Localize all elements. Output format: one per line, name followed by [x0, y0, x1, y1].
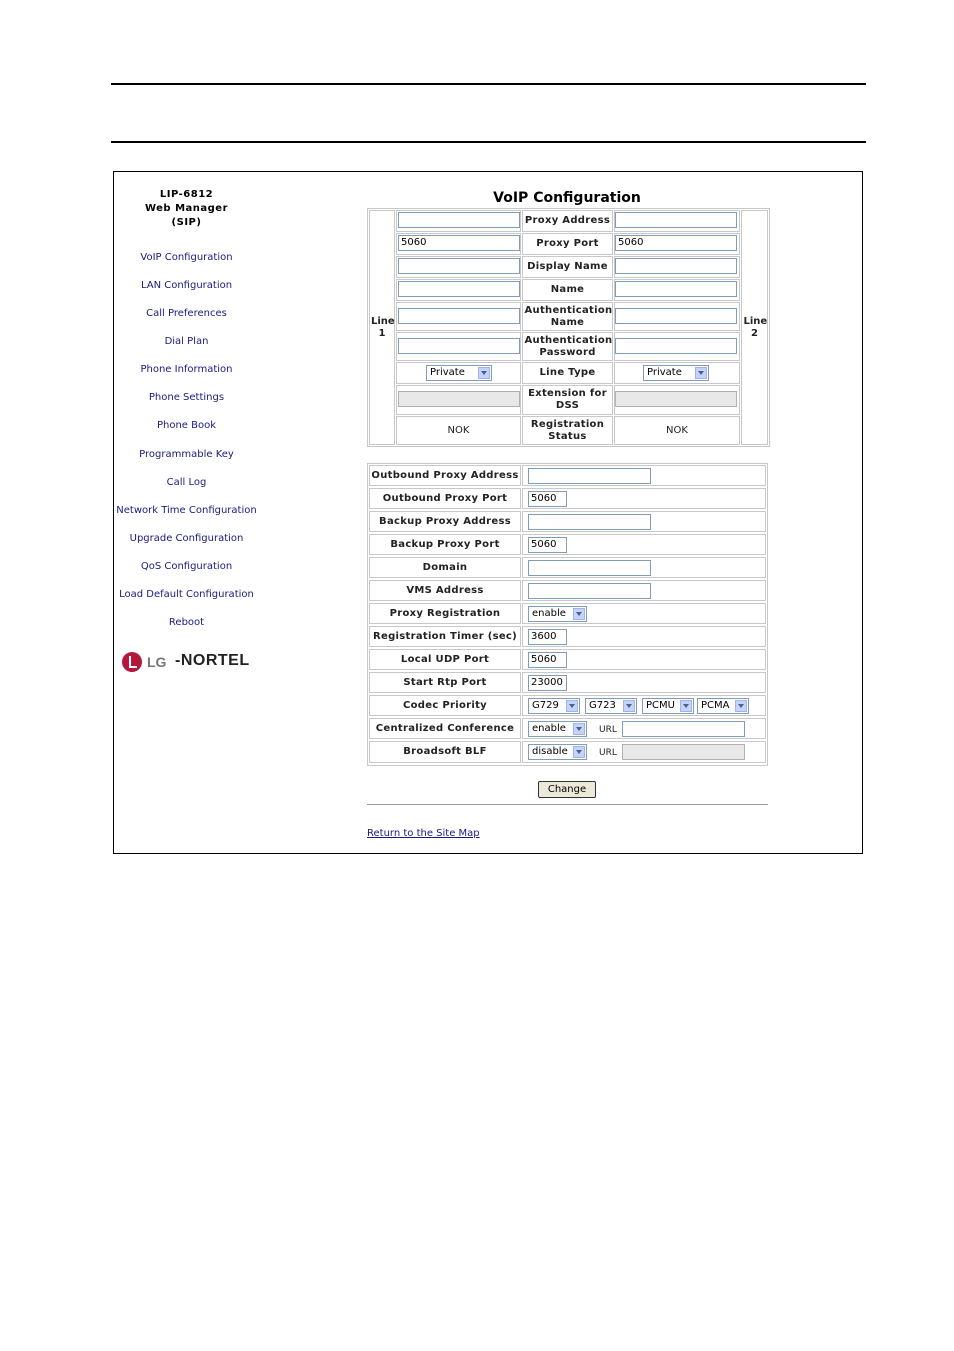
proxy-registration-label-cell [369, 603, 521, 624]
backup-proxy-address-label-cell [369, 511, 521, 532]
chevron-down-icon[interactable] [695, 367, 707, 379]
auth-name-label: Authentication Name [524, 304, 613, 328]
sidebar-item-load-default-configuration[interactable]: Load Default Configuration [119, 589, 254, 600]
logo-lg-text: LG [147, 654, 167, 670]
chevron-down-icon[interactable] [735, 700, 747, 712]
sidebar-item-call-preferences[interactable]: Call Preferences [146, 308, 227, 319]
auth-password-label: Authentication Password [524, 334, 613, 358]
start-rtp-port-label: Start Rtp Port [403, 676, 487, 688]
proxy-address-label-cell [522, 210, 613, 232]
outbound-proxy-port-input[interactable]: 5060 [528, 491, 567, 507]
line1-registration-status-cell [396, 416, 521, 445]
vms-address-label-cell [369, 580, 521, 601]
sidebar-item-lan-configuration[interactable]: LAN Configuration [140, 280, 233, 291]
brand-title [114, 188, 259, 230]
line2-proxy-address-input[interactable] [615, 212, 737, 228]
local-udp-port-label: Local UDP Port [400, 653, 490, 665]
proxy-registration-label: Proxy Registration [389, 607, 501, 619]
chevron-down-icon[interactable] [623, 700, 635, 712]
change-button[interactable]: Change [538, 781, 596, 798]
registration-timer-label-cell [369, 626, 521, 647]
codec-priority-3-value: PCMU [646, 700, 675, 711]
codec-priority-3-select[interactable] [642, 698, 694, 714]
registration-status-label: Registration Status [530, 418, 605, 442]
vms-address-input[interactable] [528, 583, 651, 599]
lg-face-icon [122, 652, 142, 672]
line2-header [741, 210, 768, 445]
line2-line-type-select[interactable] [643, 365, 709, 381]
line2-registration-status-cell [614, 416, 740, 445]
name-label: Name [550, 284, 585, 295]
chevron-down-icon[interactable] [478, 367, 490, 379]
proxy-port-label-cell [522, 233, 613, 255]
local-udp-port-input[interactable]: 5060 [528, 652, 567, 668]
line1-proxy-address-input[interactable] [398, 212, 520, 228]
sidebar-item-network-time-configuration[interactable]: Network Time Configuration [116, 505, 257, 516]
brand-protocol: (SIP) [171, 217, 202, 228]
backup-proxy-address-input[interactable] [528, 514, 651, 530]
codec-priority-1-select[interactable] [528, 698, 580, 714]
line1-registration-status: NOK [447, 425, 470, 436]
registration-timer-label: Registration Timer (sec) [372, 630, 518, 642]
start-rtp-port-label-cell [369, 672, 521, 693]
proxy-registration-value: enable [532, 608, 566, 619]
centralized-conference-url-input[interactable] [622, 721, 745, 737]
line1-auth-name-input[interactable] [398, 308, 520, 324]
line2-line-type-value: Private [647, 367, 682, 378]
sidebar-item-phone-settings[interactable]: Phone Settings [148, 392, 225, 403]
line2-auth-password-input[interactable] [615, 338, 737, 354]
backup-proxy-port-input[interactable]: 5060 [528, 537, 567, 553]
codec-priority-1-value: G729 [532, 700, 559, 711]
registration-status-label-cell [522, 416, 613, 445]
display-name-label-cell [522, 256, 613, 278]
outbound-proxy-address-label-cell [369, 465, 521, 486]
codec-priority-2-select[interactable] [585, 698, 637, 714]
logo-nortel-text: -NORTEL [175, 652, 250, 669]
codec-priority-2-value: G723 [589, 700, 616, 711]
line2-auth-name-input[interactable] [615, 308, 737, 324]
line-type-label-cell [522, 362, 613, 384]
broadsoft-blf-label: Broadsoft BLF [403, 746, 487, 757]
line2-proxy-port-input[interactable]: 5060 [615, 235, 737, 251]
codec-priority-label-cell [369, 695, 521, 716]
local-udp-port-label-cell [369, 649, 521, 670]
lg-nortel-logo [122, 650, 252, 674]
line1-proxy-port-input[interactable]: 5060 [398, 235, 520, 251]
sidebar-item-call-log[interactable]: Call Log [166, 477, 207, 488]
start-rtp-port-input[interactable]: 23000 [528, 675, 567, 691]
top-rule [111, 83, 866, 85]
sidebar-item-reboot[interactable]: Reboot [168, 617, 205, 628]
line1-extension-dss-input [398, 391, 520, 407]
auth-password-label-cell [522, 332, 613, 361]
chevron-down-icon[interactable] [573, 608, 585, 620]
broadsoft-blf-value: disable [532, 746, 568, 757]
proxy-registration-select[interactable] [528, 606, 587, 622]
auth-name-label-cell [522, 302, 613, 331]
brand-model: LIP-6812 [159, 189, 214, 200]
broadsoft-blf-url-input [622, 744, 745, 760]
chevron-down-icon[interactable] [566, 700, 578, 712]
return-to-site-map-link[interactable]: Return to the Site Map [367, 828, 480, 839]
vms-address-label: VMS Address [406, 584, 484, 596]
line2-label: Line 2 [743, 315, 768, 339]
line-type-label: Line Type [539, 367, 596, 378]
broadsoft-blf-select[interactable] [528, 744, 587, 760]
proxy-port-label: Proxy Port [536, 238, 599, 249]
sidebar-item-phone-information[interactable]: Phone Information [140, 364, 233, 375]
name-label-cell [522, 279, 613, 301]
line1-header [369, 210, 395, 445]
backup-proxy-port-label-cell [369, 534, 521, 555]
broadsoft-blf-url-label: URL [599, 748, 617, 758]
domain-label-cell [369, 557, 521, 578]
line1-display-name-input[interactable] [398, 258, 520, 274]
line2-extension-dss-input [615, 391, 737, 407]
centralized-conference-select[interactable] [528, 721, 587, 737]
line1-line-type-value: Private [430, 367, 465, 378]
centralized-conference-label-cell [369, 718, 521, 739]
brand-product: Web Manager [144, 203, 229, 214]
chevron-down-icon[interactable] [573, 746, 585, 758]
centralized-conference-url-label: URL [599, 725, 617, 735]
outbound-proxy-port-label-cell [369, 488, 521, 509]
line2-registration-status: NOK [666, 425, 688, 436]
sidebar-item-phone-book[interactable]: Phone Book [156, 420, 217, 431]
registration-timer-input[interactable]: 3600 [528, 629, 567, 645]
sidebar-item-qos-configuration[interactable]: QoS Configuration [140, 561, 233, 572]
line1-auth-password-input[interactable] [398, 338, 520, 354]
sidebar-item-voip-configuration[interactable]: VoIP Configuration [140, 252, 233, 263]
codec-priority-4-select[interactable] [697, 698, 749, 714]
proxy-address-label: Proxy Address [524, 215, 611, 226]
outbound-proxy-address-label: Outbound Proxy Address [371, 469, 519, 481]
second-rule [111, 141, 866, 143]
backup-proxy-port-label: Backup Proxy Port [390, 538, 500, 550]
outbound-proxy-port-label: Outbound Proxy Port [382, 492, 508, 504]
page-title: VoIP Configuration [493, 190, 641, 206]
line2-display-name-input[interactable] [615, 258, 737, 274]
centralized-conference-label: Centralized Conference [375, 722, 515, 734]
domain-input[interactable] [528, 560, 651, 576]
codec-priority-4-value: PCMA [701, 700, 730, 711]
line1-label: Line 1 [371, 315, 395, 339]
divider [367, 804, 768, 805]
broadsoft-blf-label-cell [369, 741, 521, 763]
sidebar-item-programmable-key[interactable]: Programmable Key [139, 449, 234, 460]
sidebar-item-upgrade-configuration[interactable]: Upgrade Configuration [129, 533, 244, 544]
centralized-conference-value: enable [532, 723, 566, 734]
extension-dss-label: Extension for DSS [528, 388, 607, 411]
web-manager-window [113, 171, 863, 854]
extension-dss-label-cell [522, 385, 613, 415]
codec-priority-label: Codec Priority [403, 699, 487, 711]
chevron-down-icon[interactable] [573, 723, 585, 735]
backup-proxy-address-label: Backup Proxy Address [379, 515, 511, 527]
outbound-proxy-address-input[interactable] [528, 468, 651, 484]
chevron-down-icon[interactable] [680, 700, 692, 712]
line1-line-type-select[interactable] [426, 365, 492, 381]
sidebar-item-dial-plan[interactable]: Dial Plan [164, 336, 209, 347]
line1-name-input[interactable] [398, 281, 520, 297]
line2-name-input[interactable] [615, 281, 737, 297]
display-name-label: Display Name [527, 261, 608, 272]
domain-label: Domain [422, 561, 468, 573]
